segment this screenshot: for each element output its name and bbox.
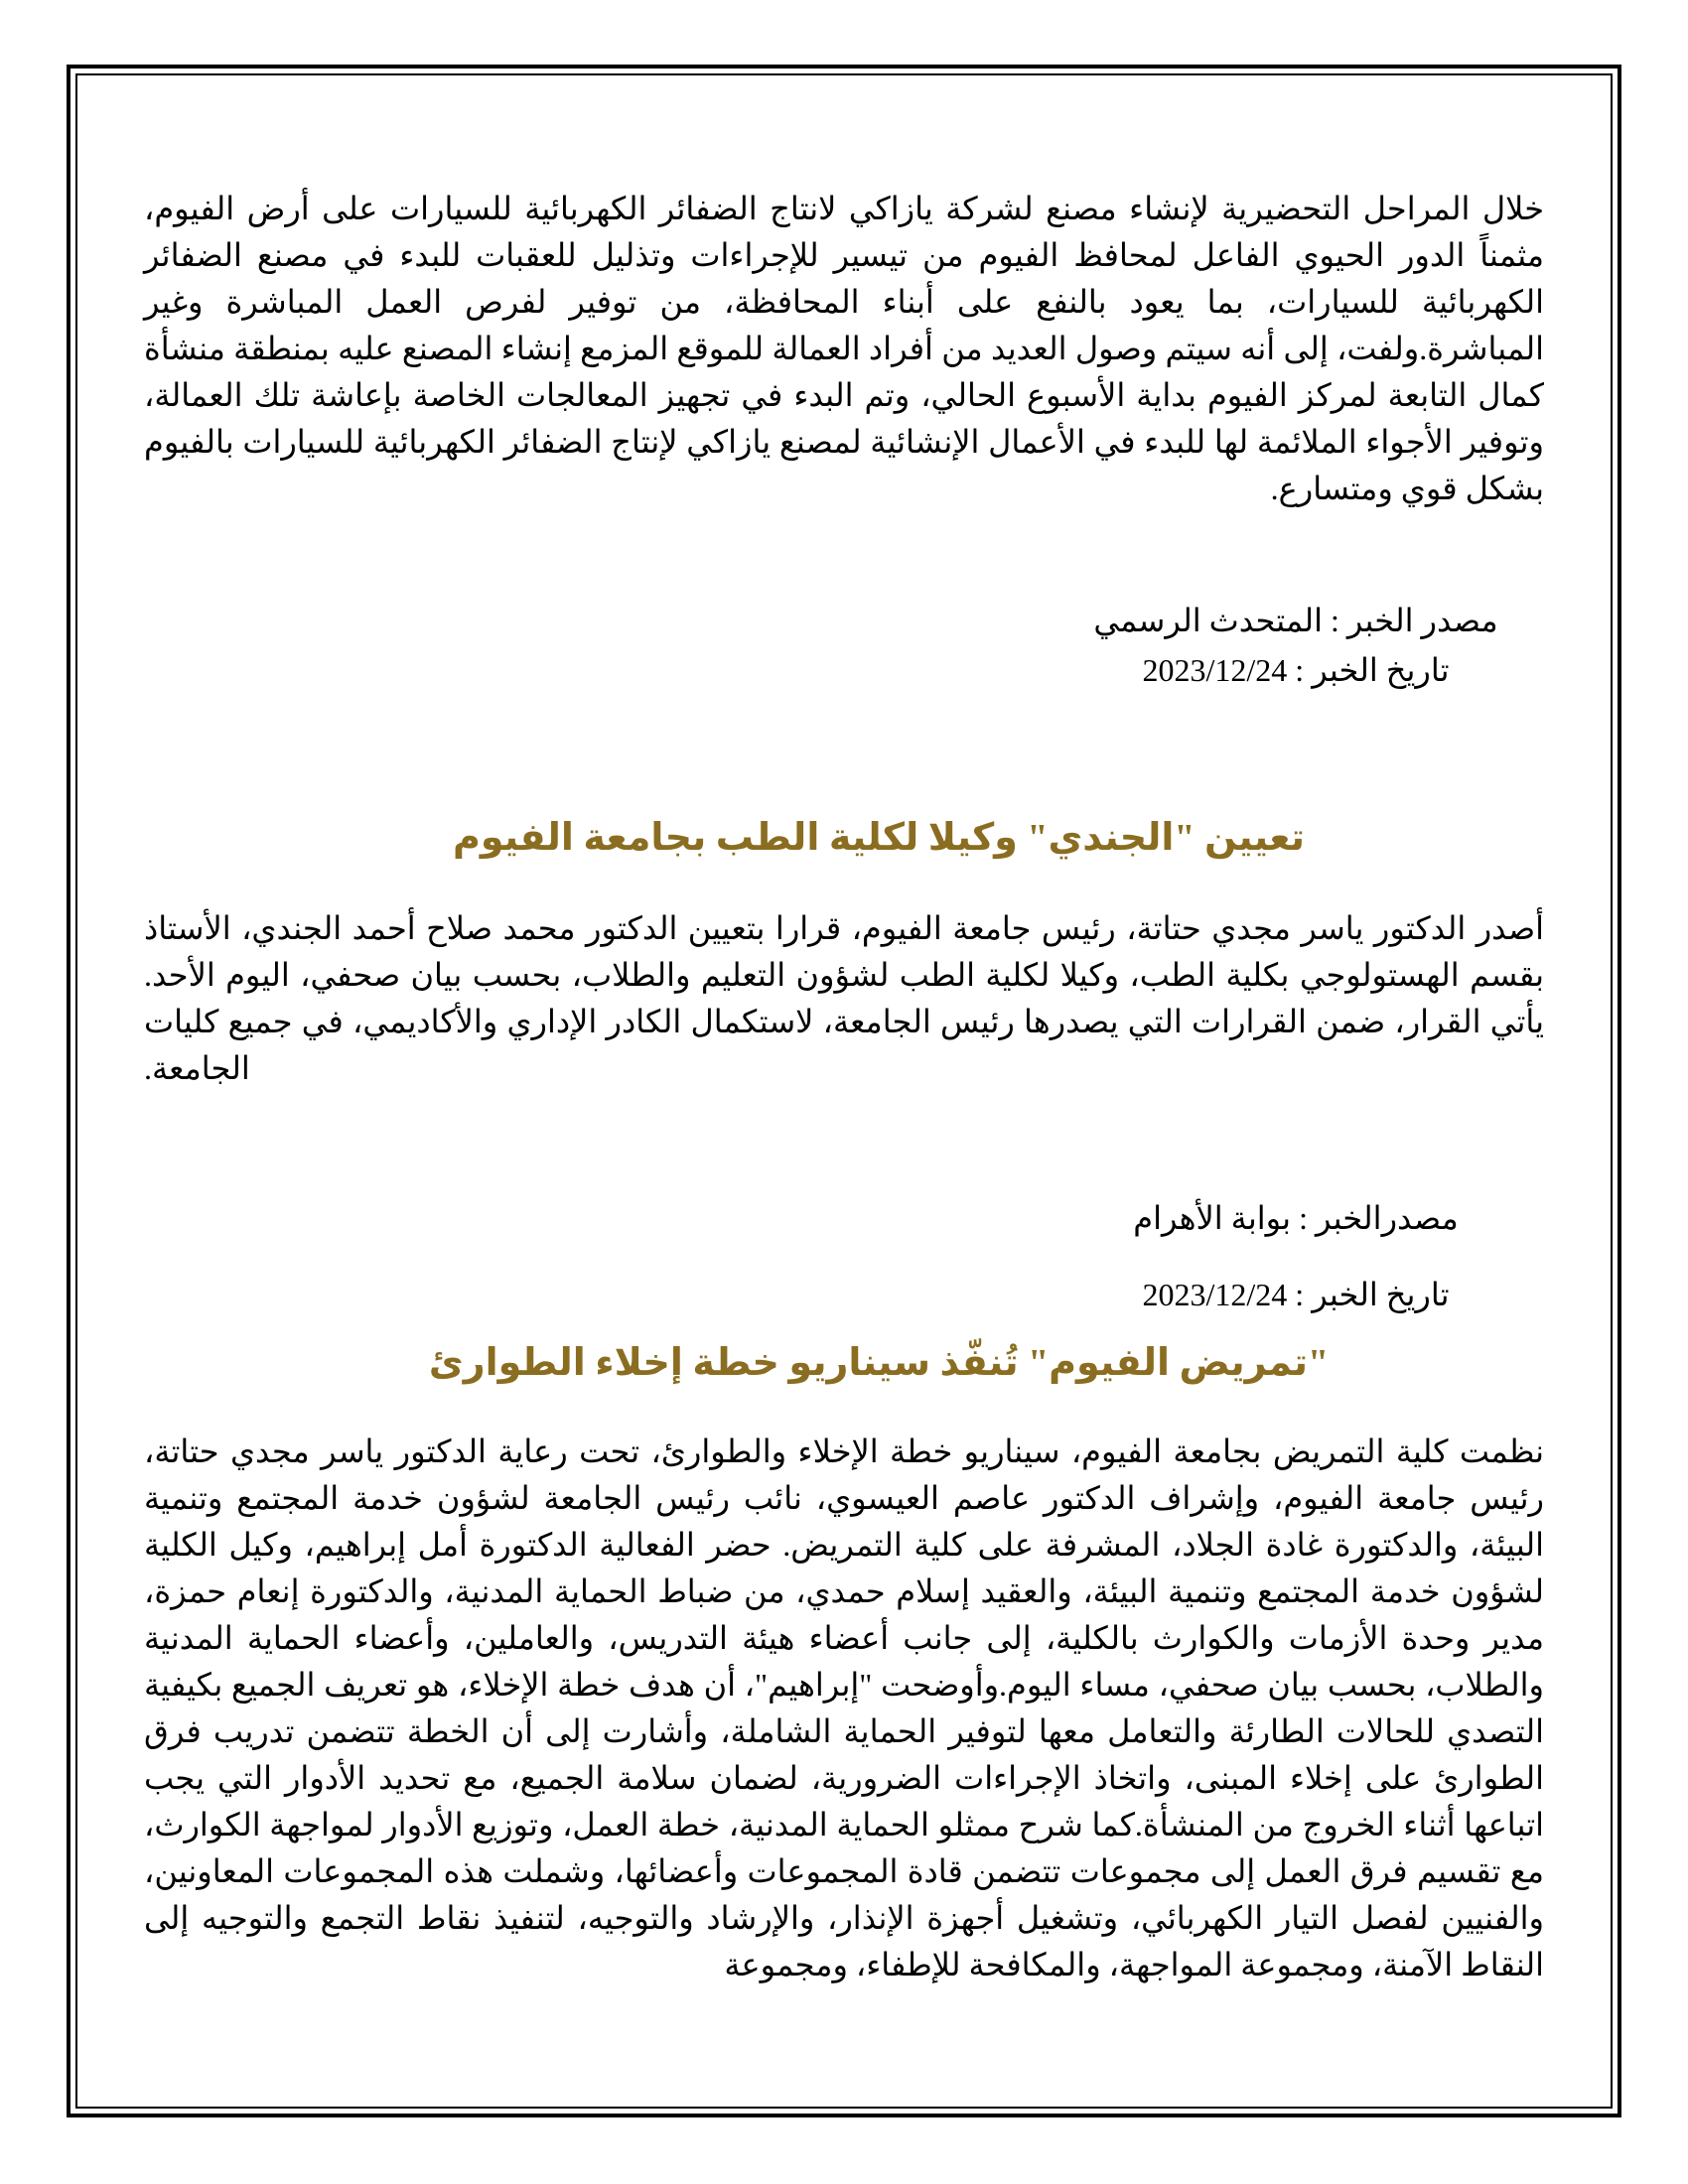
article-1-date-line: تاريخ الخبر : 2023/12/24 — [1142, 652, 1450, 688]
article-1-source-line: مصدر الخبر : المتحدث الرسمي — [1093, 603, 1498, 638]
article-2-body: أصدر الدكتور ياسر مجدي حتاتة، رئيس جامعة الفيوم، قرارا بتعيين الدكتور محمد صلاح أحمد الجندي، الأستاذ بقسم الهستولوجي بكلية الطب، وكيلا لكلية الطب لشؤون التعليم والطلاب، بحسب بيان صحفي، اليوم الأحد. يأتي القرار، ضمن القرارات التي يصدرها رئيس الجامعة، لاستكمال الكادر الإداري والأكاديمي، في جميع كليات الجامعة. — [144, 910, 1544, 1086]
article-3-body: نظمت كلية التمريض بجامعة الفيوم، سيناريو خطة الإخلاء والطوارئ، تحت رعاية الدكتور ياسر مجدي حتاتة، رئيس جامعة الفيوم، وإشراف الدكتور عاصم العيسوي، نائب رئيس الجامعة لشؤون خدمة المجتمع وتنمية البيئة، والدكتورة غادة الجلاد، المشرفة على كلية التمريض. حضر الفعالية الدكتورة أمل إبراهيم، وكيل الكلية لشؤون خدمة المجتمع وتنمية البيئة، والعقيد إسلام حمدي، من ضباط الحماية المدنية، والدكتورة إنعام حمزة، مدير وحدة الأزمات والكوارث بالكلية، إلى جانب أعضاء هيئة التدريس، والعاملين، وأعضاء الحماية المدنية والطلاب، بحسب بيان صحفي، مساء اليوم.وأوضحت "إبراهيم"، أن هدف خطة الإخلاء، هو تعريف الجميع بكيفية التصدي للحالات الطارئة والتعامل معها لتوفير الحماية الشاملة، وأشارت إلى أن الخطة تتضمن تدريب فرق الطوارئ على إخلاء المبنى، واتخاذ الإجراءات الضرورية، لضمان سلامة الجميع، مع تحديد الأدوار التي يجب اتباعها أثناء الخروج من المنشأة.كما شرح ممثلو الحماية المدنية، خطة العمل، وتوزيع الأدوار لمواجهة الكوارث، مع تقسيم فرق العمل إلى مجموعات تتضمن قادة المجموعات وأعضائها، وشملت هذه المجموعات المعاونين، والفنيين لفصل التيار الكهربائي، وتشغيل أجهزة الإنذار، والإرشاد والتوجيه، لتنفيذ نقاط التجمع والتوجيه إلى النقاط الآمنة، ومجموعة المواجهة، والمكافحة للإطفاء، ومجموعة — [144, 1433, 1545, 1982]
article-2-title: تعيين "الجندي" وكيلا لكلية الطب بجامعة الفيوم — [453, 817, 1305, 859]
article-3-title: "تمريض الفيوم" تُنفّذ سيناريو خطة إخلاء الطوارئ — [428, 1342, 1330, 1384]
article-1-meta — [1048, 596, 1544, 695]
article-2-source-line: مصدرالخبر : بوابة الأهرام — [1133, 1200, 1459, 1236]
article-2-meta — [1048, 1193, 1544, 1319]
page-content — [144, 0, 1544, 1988]
article-2-date-line: تاريخ الخبر : 2023/12/24 — [1142, 1277, 1450, 1312]
article-1-body: خلال المراحل التحضيرية لإنشاء مصنع لشركة يازاكي لانتاج الضفائر الكهربائية للسيارات على أرض الفيوم، مثمناً الدور الحيوي الفاعل لمحافظ الفيوم من تيسير للإجراءات وتذليل للعقبات للبدء في مصنع الضفائر الكهربائية للسيارات، بما يعود بالنفع على أبناء المحافظة، من توفير لفرص العمل المباشرة وغير المباشرة.ولفت، إلى أنه سيتم وصول العديد من أفراد العمالة للموقع المزمع إنشاء المصنع عليه بمنطقة منشأة كمال التابعة لمركز الفيوم بداية الأسبوع الحالي، وتم البدء في تجهيز المعالجات الخاصة بإعاشة تلك العمالة، وتوفير الأجواء الملائمة لها للبدء في الأعمال الإنشائية لمصنع يازاكي لإنتاج الضفائر الكهربائية للسيارات بالفيوم بشكل قوي ومتسارع. — [144, 191, 1544, 506]
